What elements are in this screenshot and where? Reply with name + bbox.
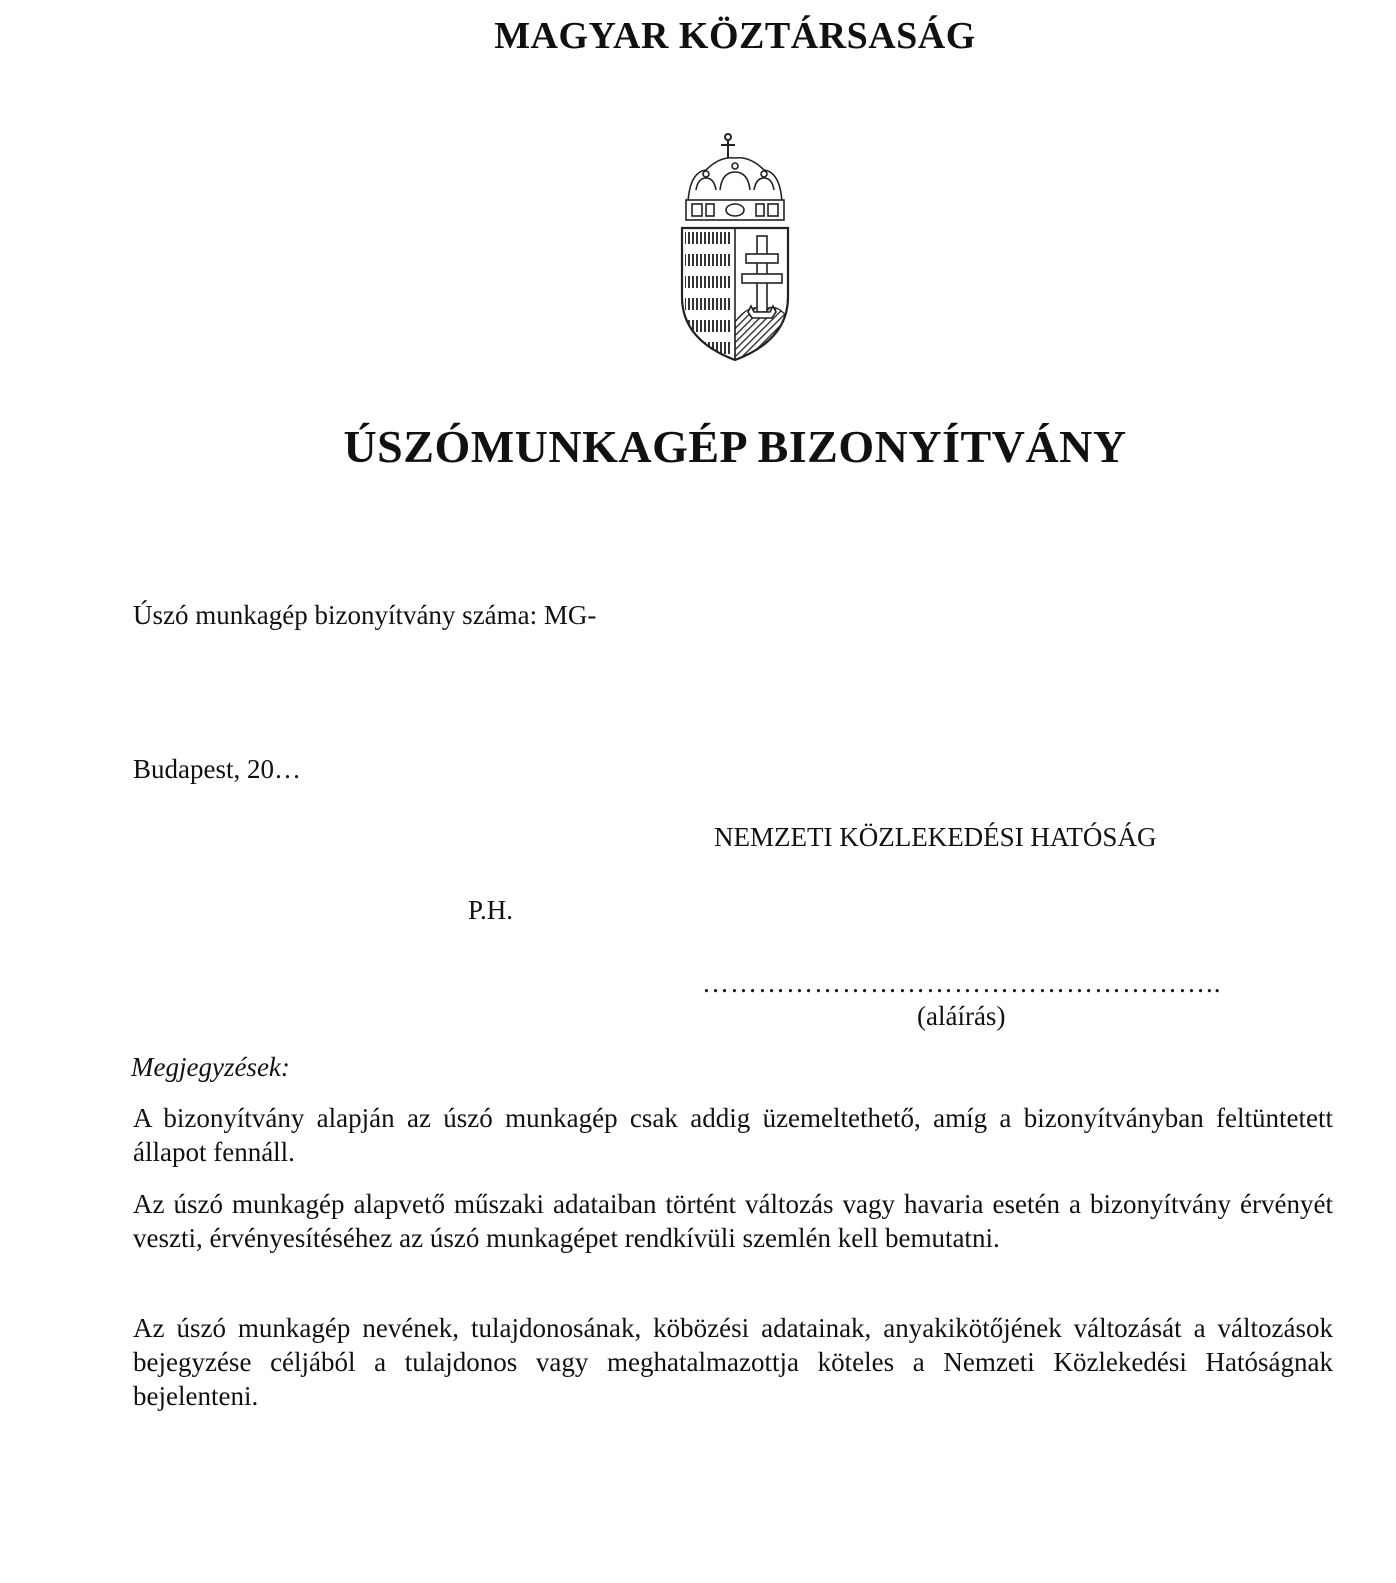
certificate-title: ÚSZÓMUNKAGÉP BIZONYÍTVÁNY: [343, 421, 1127, 472]
hungarian-coat-of-arms-icon: [676, 132, 794, 362]
signature-line: ………………………………………………..: [702, 968, 1222, 998]
place-and-date: Budapest, 20…: [133, 754, 301, 784]
note-paragraph: A bizonyítvány alapján az úszó munkagép csak addig üzemeltethető, amíg a bizonyítványban feltüntetett állapot fennáll.: [133, 1103, 1333, 1167]
issuing-authority: NEMZETI KÖZLEKEDÉSI HATÓSÁG: [714, 822, 1157, 852]
note-paragraph: Az úszó munkagép alapvető műszaki adataiban történt változás vagy havaria esetén a bizonyítvány érvényét veszti, érvényesítéséhez az úszó munkagépet rendkívüli szemlén kell bemutatni.: [133, 1189, 1333, 1253]
certificate-number-line: Úszó munkagép bizonyítvány száma: MG-: [133, 600, 597, 630]
seal-mark: P.H.: [468, 895, 514, 925]
notes-heading: Megjegyzések:: [131, 1052, 290, 1082]
country-heading: MAGYAR KÖZTÁRSASÁG: [494, 15, 976, 57]
note-paragraph: Az úszó munkagép nevének, tulajdonosának, köbözési adatainak, anyakikötőjének változását a változások bejegyzése céljából a tulajdonos vagy meghatalmazottja köteles a Nemzeti Közlekedési Hatóságnak bejelenteni.: [133, 1313, 1333, 1411]
signature-label: (aláírás): [917, 1001, 1006, 1031]
